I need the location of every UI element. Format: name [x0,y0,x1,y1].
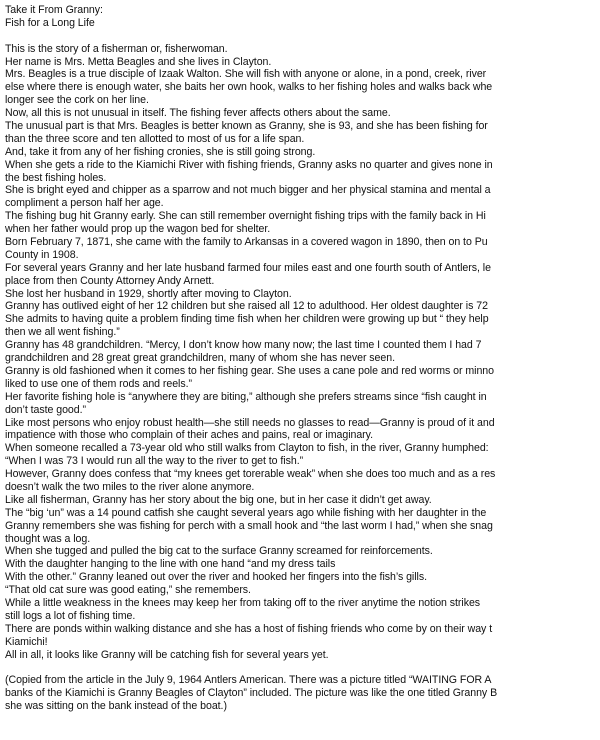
body-line: However, Granny does confess that “my knees get torerable weak” when she does too much and as a res [5,468,496,481]
body-line: With the daughter hanging to the line with one hand “and my dress tails [5,558,336,571]
body-line: Born February 7, 1871, she came with the family to Arkansas in a covered wagon in 1890, then on to Pu [5,236,488,249]
body-line: than the three score and ten allotted to most of us for a life span. [5,132,305,145]
body-line: This is the story of a fisherman or, fisherwoman. [5,42,228,55]
body-line: when her father would prop up the wagon bed for shelter. [5,223,271,236]
body-line: She is bright eyed and chipper as a sparrow and not much bigger and her physical stamina and mental a [5,184,491,197]
body-line: impatience with those who complain of their aches and pains, real or imaginary. [5,429,374,442]
body-line: else where there is enough water, she baits her own hook, walks to her fishing holes and walks back whe [5,81,493,94]
body-line: place from then County Attorney Andy Arnett. [5,274,215,287]
document-text [5,4,600,713]
body-line: liked to use one of them rods and reels.” [5,377,192,390]
body-line: compliment a person half her age. [5,197,164,210]
article-body [5,43,600,662]
body-line: County in 1908. [5,248,79,261]
source-credit [5,674,600,713]
body-line: While a little weakness in the knees may keep her from taking off to the river anytime the notion strikes [5,596,481,609]
body-line: Granny has outlived eight of her 12 children but she raised all 12 to adulthood. Her oldest daughter is 72 [5,300,488,313]
body-line: Granny is old fashioned when it comes to her fishing gear. She uses a cane pole and red worms or minno [5,364,494,377]
body-line: longer see the cork on her line. [5,94,149,107]
heading-line: Take it From Granny: [5,4,103,16]
body-line: Now, all this is not unusual in itself. The fishing fever affects others about the same. [5,107,391,120]
body-line: There are ponds within walking distance and she has a host of fishing friends who come by on their way t [5,622,493,635]
body-line: Like all fisherman, Granny has her story about the big one, but in her case it didn’t get away. [5,493,432,506]
credit-line: banks of the Kiamichi is Granny Beagles of Clayton” included. The picture was like the one titled Granny B [5,687,498,700]
body-line: still logs a lot of fishing time. [5,609,136,622]
body-line: When she gets a ride to the Kiamichi River with fishing friends, Granny asks no quarter and gives none in [5,158,493,171]
body-line: then we all went fishing.” [5,326,120,339]
credit-line: (Copied from the article in the July 9, 1964 Antlers American. There was a picture titled “WAITING FOR A [5,674,492,687]
body-line: All in all, it looks like Granny will be catching fish for several years yet. [5,648,329,661]
body-line: thought was a log. [5,532,91,545]
body-line: Granny remembers she was fishing for perch with a small hook and “the last worm I had,” when she snag [5,519,493,532]
body-line: don’t taste good.” [5,403,86,416]
blank-line [5,30,600,43]
body-line: When someone recalled a 73-year old who still walks from Clayton to fish, in the river, Granny humphed: [5,442,489,455]
article-heading [5,4,600,30]
body-line: Like most persons who enjoy robust health—she still needs no glasses to read—Granny is proud of it and [5,416,495,429]
body-line: When she tugged and pulled the big cat to the surface Granny screamed for reinforcements. [5,545,433,558]
body-line: Mrs. Beagles is a true disciple of Izaak Walton. She will fish with anyone or alone, in a pond, creek, river [5,68,487,81]
body-line: Kiamichi! [5,635,48,648]
credit-line: she was sitting on the bank instead of the boat.) [5,700,227,713]
body-line: Her favorite fishing hole is “anywhere they are biting,” although she prefers streams since “fish caught in [5,390,487,403]
body-line: For several years Granny and her late husband farmed four miles east and one fourth south of Antlers, le [5,261,491,274]
body-line: “When I was 73 I would run all the way to the river to get to fish.” [5,455,304,468]
body-line: The unusual part is that Mrs. Beagles is better known as Granny, she is 93, and she has been fishing for [5,120,488,133]
body-line: Granny has 48 grandchildren. “Mercy, I don’t know how many now; the last time I counted them I had 7 [5,339,482,352]
body-line: And, take it from any of her fishing cronies, she is still going strong. [5,145,316,158]
blank-line [5,661,600,674]
body-line: She lost her husband in 1929, shortly after moving to Clayton. [5,287,292,300]
body-line: With the other.” Granny leaned out over the river and hooked her fingers into the fish’s gills. [5,571,427,584]
body-line: grandchildren and 28 great great grandchildren, many of whom she has never seen. [5,352,395,365]
body-line: “That old cat sure was good eating,” she remembers. [5,584,251,597]
body-line: The fishing bug hit Granny early. She can still remember overnight fishing trips with the family back in Hi [5,210,486,223]
body-line: Her name is Mrs. Metta Beagles and she lives in Clayton. [5,55,272,68]
heading-line: Fish for a Long Life [5,16,95,29]
body-line: the best fishing holes. [5,171,107,184]
body-line: The “big ‘un” was a 14 pound catfish she caught several years ago while fishing with her daughter in the [5,506,487,519]
body-line: doesn’t walk the two miles to the river alone anymore. [5,480,255,493]
body-line: She admits to having quite a problem finding time fish when her children were growing up but “ they help [5,313,489,326]
